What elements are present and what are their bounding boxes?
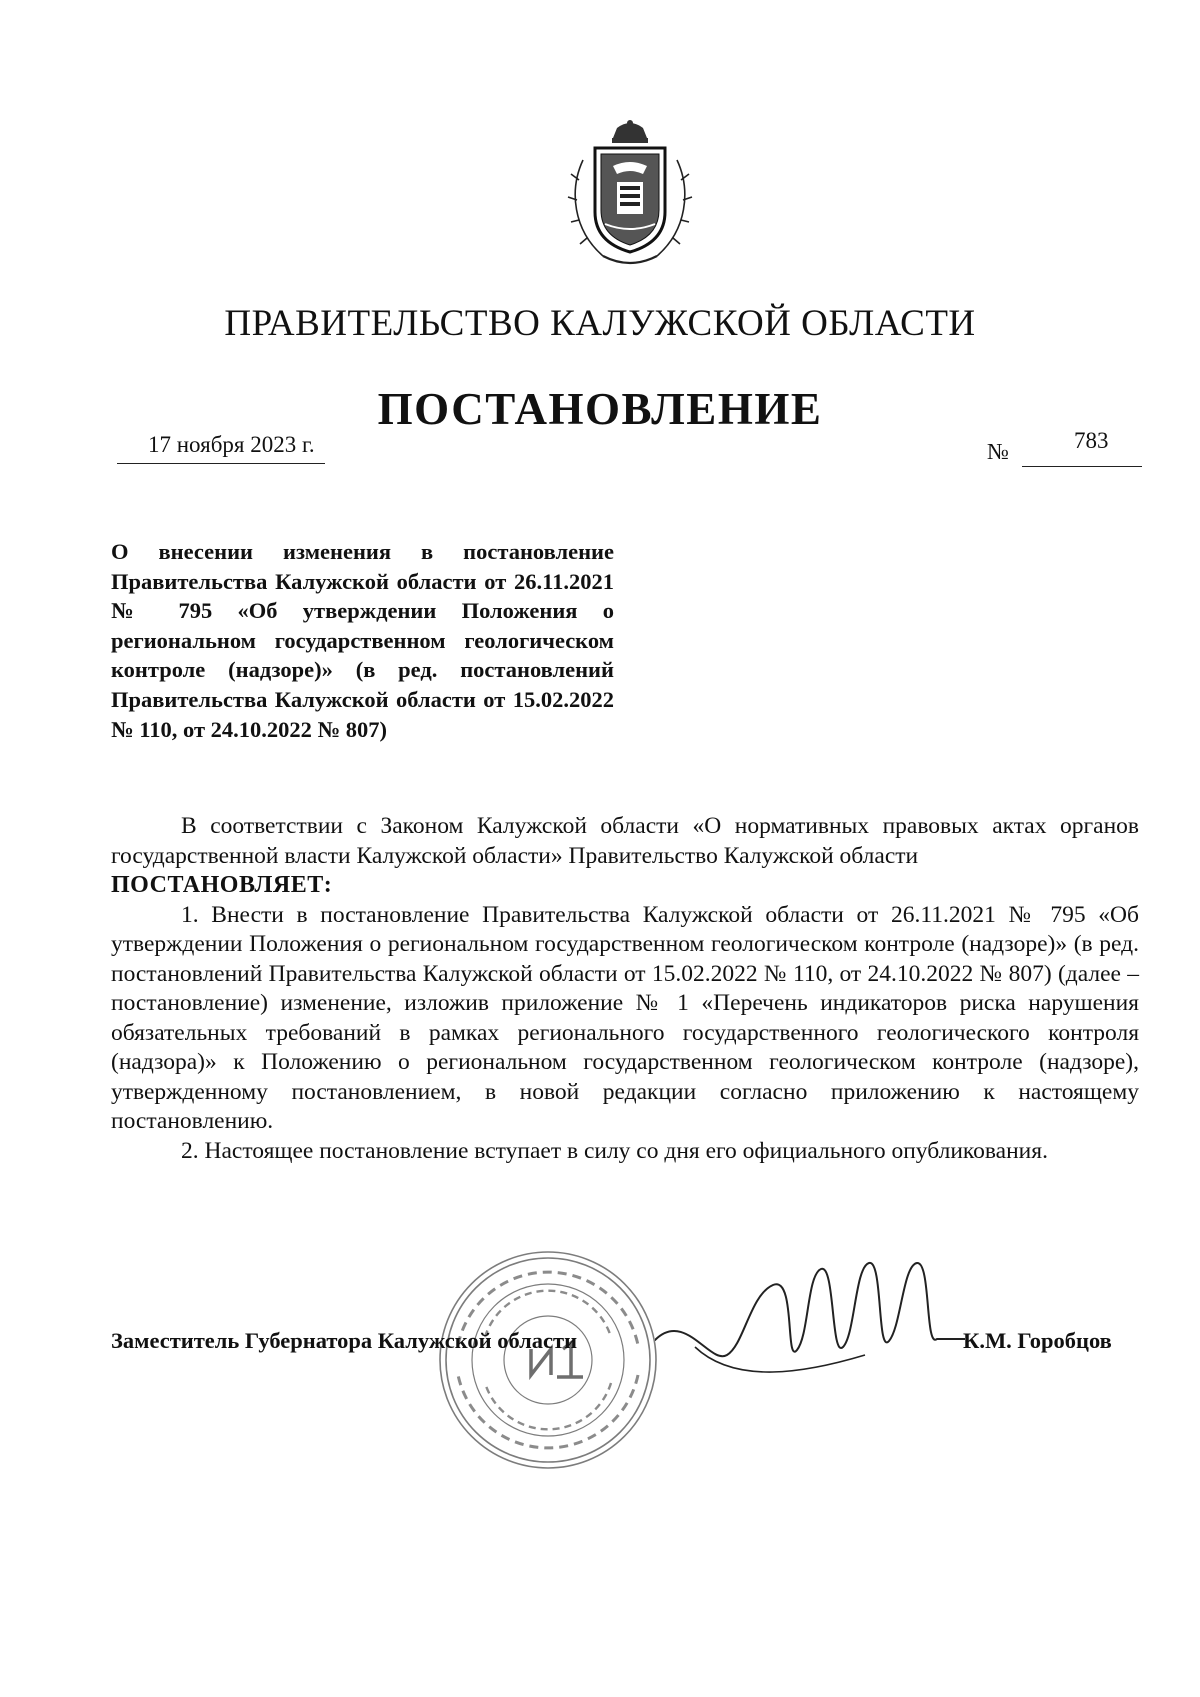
coat-of-arms-icon: [565, 120, 695, 270]
organization-title: ПРАВИТЕЛЬСТВО КАЛУЖСКОЙ ОБЛАСТИ: [224, 303, 976, 344]
number-sign: №: [987, 439, 1009, 464]
preamble: В соответствии с Законом Калужской области «О нормативных правовых актах органов государственной власти Калужской области» Правительство Калужской области: [111, 813, 1139, 869]
document-body: [111, 812, 1139, 1166]
signatory-title: Заместитель Губернатора Калужской области: [111, 1328, 578, 1353]
document-date: 17 ноября 2023 г.: [148, 432, 315, 457]
handwritten-signature: [655, 1255, 965, 1415]
item-1: 1. Внести в постановление Правительства Калужской области от 26.11.2021 № 795 «Об утверждении Положения о региональном государственном геологическом контроле (надзоре)» (в ред. постановлений Правительства Калужской области от 15.02.2022 № 110, от 24.10.2022 № 807) (далее – постановление) изменение, изложив приложение № 1 «Перечень индикаторов риска нарушения обязательных требований в рамках регионального государственного геологического контроля (надзора)» к Положению о региональном государственном геологическом контроле (надзоре), утвержденному постановлением, в новой редакции согласно приложению к настоящему постановлению.: [111, 901, 1139, 1134]
official-stamp: [433, 1245, 663, 1475]
document-type: ПОСТАНОВЛЕНИЕ: [377, 384, 823, 434]
document-subject: О внесении изменения в постановление Правительства Калужской области от 26.11.2021 № 795 «Об утверждении Положения о региональном государственном геологическом контроле (надзоре)» (в ред. постановлений Правительства Калужской области от 15.02.2022 № 110, от 24.10.2022 № 807): [111, 539, 614, 742]
item-2: 2. Настоящее постановление вступает в силу со дня его официального опубликования.: [181, 1137, 1048, 1164]
decree-word: ПОСТАНОВЛЯЕТ:: [111, 872, 333, 898]
signatory-name: К.М. Горобцов: [963, 1328, 1112, 1353]
document-number: 783: [1074, 428, 1109, 453]
